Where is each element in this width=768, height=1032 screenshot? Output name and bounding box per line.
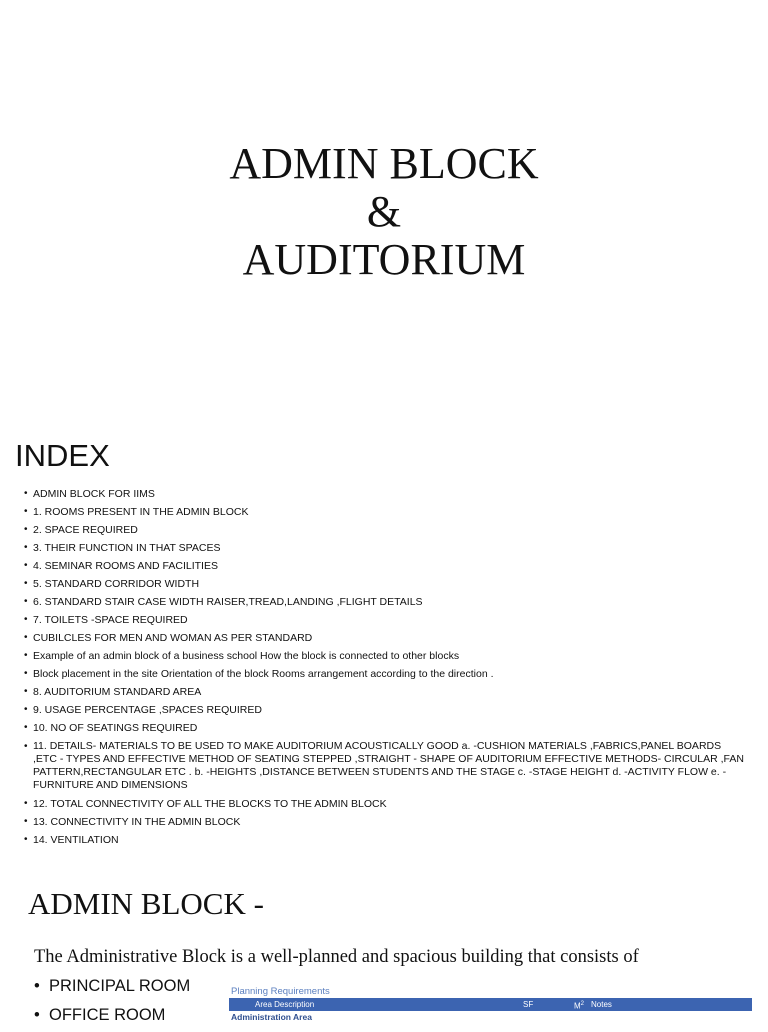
index-item: • 5. STANDARD CORRIDOR WIDTH <box>24 578 744 590</box>
index-item: • 8. AUDITORIUM STANDARD AREA <box>24 686 744 698</box>
index-item: • 13. CONNECTIVITY IN THE ADMIN BLOCK <box>24 816 744 828</box>
index-item: • ADMIN BLOCK FOR IIMS <box>24 488 744 500</box>
admin-intro-text: The Administrative Block is a well-planned and spacious building that consists of <box>34 947 639 967</box>
col-m2 <box>574 998 584 1013</box>
index-item: • 3. THEIR FUNCTION IN THAT SPACES <box>24 542 744 554</box>
index-item: • CUBILCLES FOR MEN AND WOMAN AS PER STANDARD <box>24 632 744 644</box>
title-line-1: ADMIN BLOCK <box>229 139 539 188</box>
index-item: • Example of an admin block of a business school How the block is connected to other blocks <box>24 650 744 662</box>
planning-section-label: Administration Area <box>231 1012 312 1022</box>
index-item: • 14. VENTILATION <box>24 834 744 846</box>
col-sf: SF <box>523 1000 534 1009</box>
col-m2-label: M <box>574 1001 581 1011</box>
index-item: • 2. SPACE REQUIRED <box>24 524 744 536</box>
index-item: • 9. USAGE PERCENTAGE ,SPACES REQUIRED <box>24 704 744 716</box>
index-list <box>24 488 744 852</box>
planning-title: Planning Requirements <box>231 986 330 997</box>
index-item: • 11. DETAILS- MATERIALS TO BE USED TO MAKE AUDITORIUM ACOUSTICALLY GOOD a. -CUSHION MATERIALS ,FABRICS,PANEL BOARDS ,ETC - TYPES AND EFFECTIVE METHOD OF SEATING STEPPED ,STRAIGHT - SHAPE OF AUDITORIUM EFFECTIVE METHODS- CIRCULAR ,FAN PATTERN,RECTANGULAR ETC . b. -HEIGHTS ,DISTANCE BETWEEN STUDENTS AND THE STAGE c. -STAGE HEIGHT d. -ACTIVITY FLOW e. -FURNITURE AND DIMENSIONS <box>24 740 744 792</box>
index-item: • 7. TOILETS -SPACE REQUIRED <box>24 614 744 626</box>
document-title <box>0 140 768 284</box>
index-item: • 6. STANDARD STAIR CASE WIDTH RAISER,TREAD,LANDING ,FLIGHT DETAILS <box>24 596 744 608</box>
index-item: • 4. SEMINAR ROOMS AND FACILITIES <box>24 560 744 572</box>
rooms-list <box>34 974 190 1032</box>
index-item: • 10. NO OF SEATINGS REQUIRED <box>24 722 744 734</box>
planning-header-row <box>229 998 752 1011</box>
index-item: • 1. ROOMS PRESENT IN THE ADMIN BLOCK <box>24 506 744 518</box>
col-notes: Notes <box>591 1000 612 1009</box>
title-line-2: & <box>366 187 402 236</box>
room-item: • OFFICE ROOM <box>34 1003 190 1032</box>
room-item: • PRINCIPAL ROOM <box>34 974 190 1003</box>
title-line-3: AUDITORIUM <box>242 235 526 284</box>
col-area-description: Area Description <box>255 1000 315 1009</box>
index-item: • Block placement in the site Orientation of the block Rooms arrangement according to the direction . <box>24 668 744 680</box>
index-heading: INDEX <box>15 438 110 473</box>
planning-requirements-table <box>229 985 752 1024</box>
admin-block-heading: ADMIN BLOCK - <box>28 886 264 921</box>
index-item: • 12. TOTAL CONNECTIVITY OF ALL THE BLOCKS TO THE ADMIN BLOCK <box>24 798 744 810</box>
col-m2-sup: 2 <box>580 1001 585 1007</box>
